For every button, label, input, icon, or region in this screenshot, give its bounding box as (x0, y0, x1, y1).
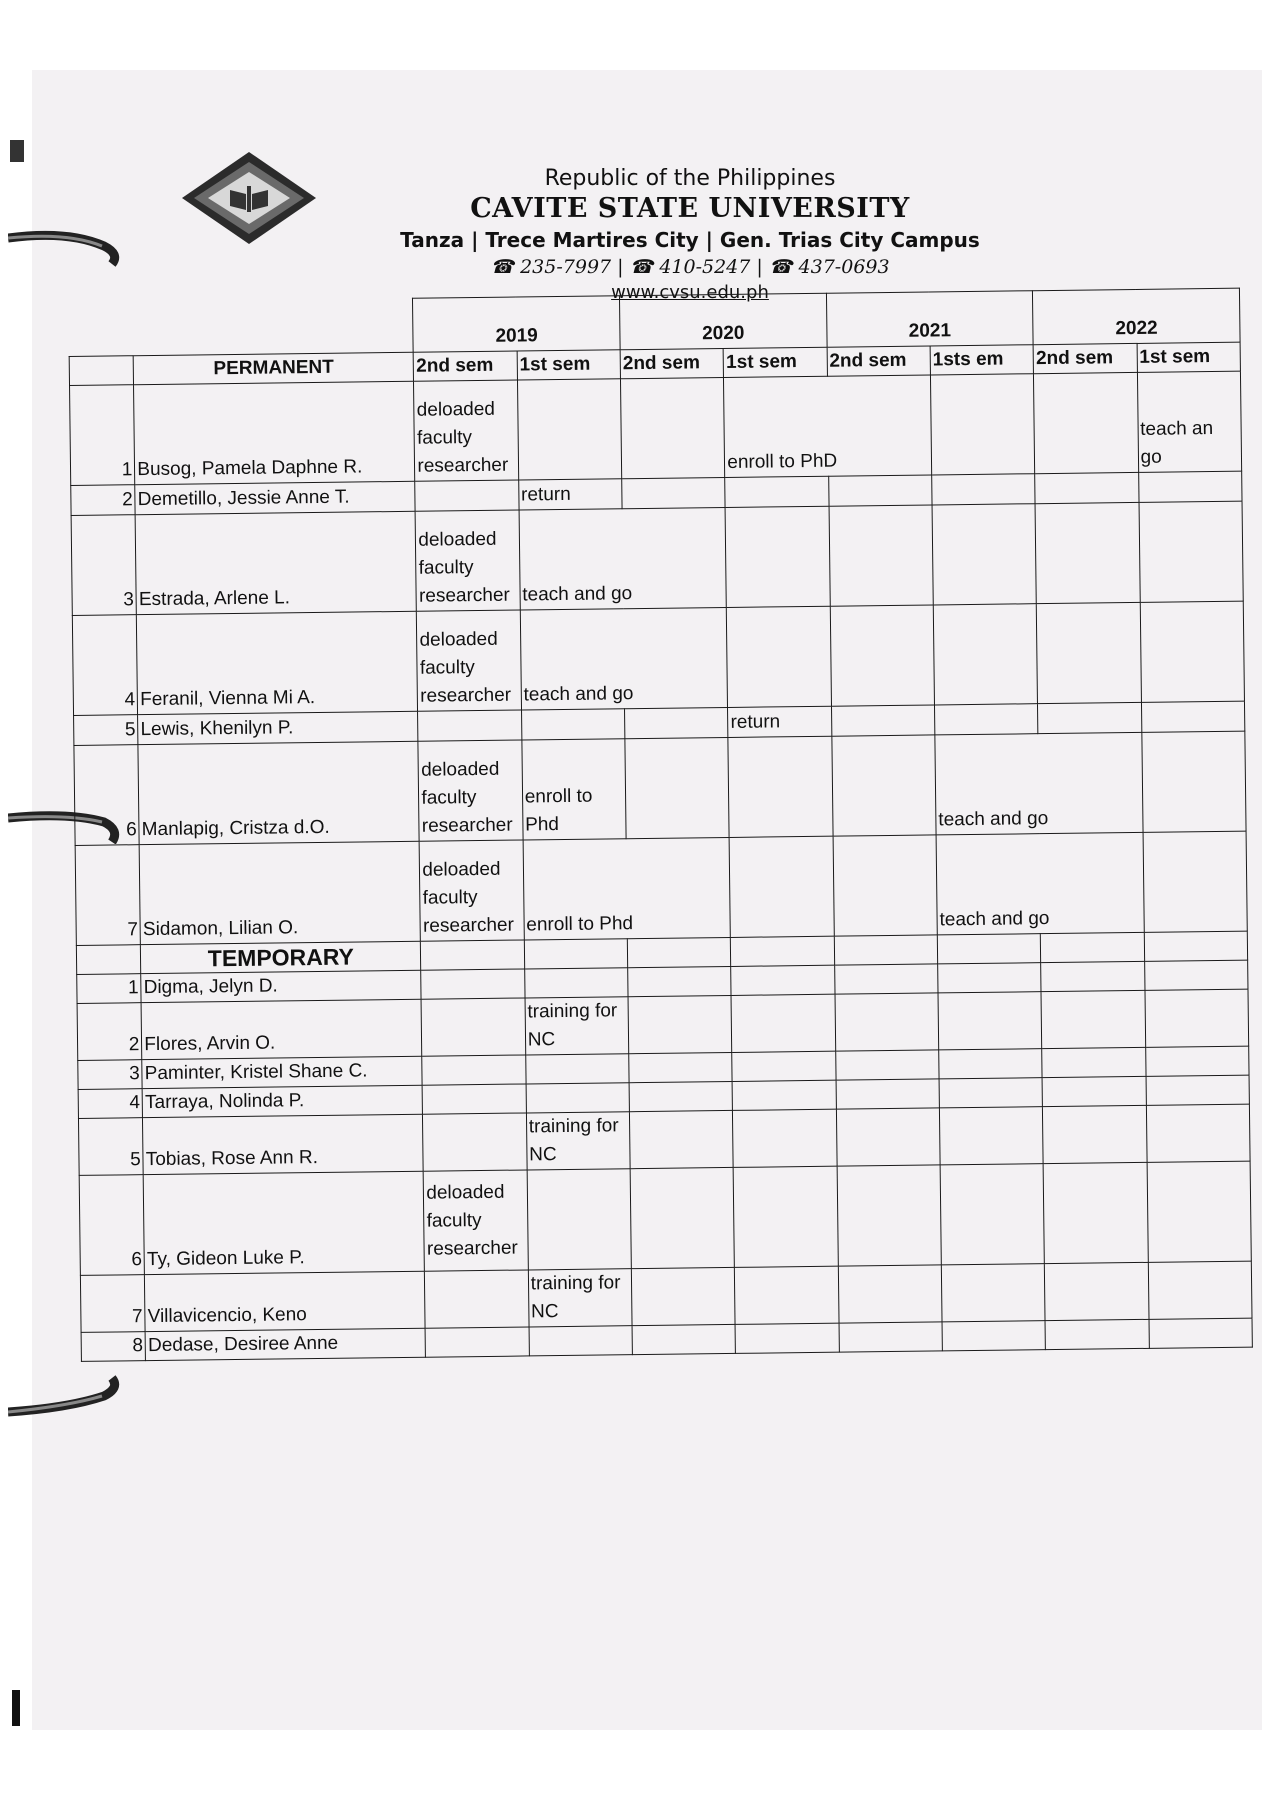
website-link[interactable]: www.cvsu.edu.ph (611, 282, 769, 303)
letterhead (380, 166, 1000, 303)
schedule-cell (930, 374, 1035, 475)
schedule-cell (425, 1270, 529, 1328)
faculty-schedule-sheet (68, 288, 1253, 1362)
schedule-cell: return (728, 706, 832, 737)
binder-ring-top (8, 224, 128, 270)
permanent-heading: PERMANENT (133, 352, 413, 384)
semester-header: 1sts em (930, 345, 1034, 375)
schedule-cell (1037, 602, 1142, 703)
schedule-cell: teach and go (936, 832, 1144, 935)
schedule-cell (829, 505, 934, 606)
year-2019: 2019 (413, 296, 620, 353)
schedule-cell (830, 605, 935, 706)
temporary-heading: TEMPORARY (141, 941, 421, 973)
row-number: 5 (74, 715, 139, 746)
row-number: 3 (78, 1060, 143, 1090)
row-number: 3 (71, 515, 136, 616)
row-number: 8 (81, 1332, 146, 1362)
schedule-cell (727, 606, 832, 707)
schedule-cell (729, 836, 834, 937)
row-number: 1 (77, 974, 142, 1004)
schedule-cell (833, 835, 938, 936)
schedule-cell: deloaded faculty researcher (420, 840, 525, 941)
schedule-cell (423, 1113, 527, 1171)
semester-header: 1st sem (723, 347, 827, 377)
table-row (74, 731, 1246, 845)
row-number: 7 (80, 1275, 145, 1333)
binder-ring-bottom (8, 1374, 128, 1420)
schedule-cell (418, 710, 522, 741)
schedule-cell (1034, 372, 1139, 473)
faculty-name: Manlapig, Cristza d.O. (138, 741, 419, 844)
semester-header: 1st sem (1137, 342, 1241, 372)
page-edge-mark (10, 140, 24, 162)
schedule-cell (725, 506, 830, 607)
row-number: 5 (78, 1118, 143, 1176)
schedule-cell (932, 474, 1036, 505)
schedule-cell (1143, 831, 1248, 932)
faculty-name: Lewis, Khenilyn P. (138, 711, 418, 744)
faculty-name: Tarraya, Nolinda P. (142, 1085, 422, 1117)
schedule-cell: enroll to Phd (523, 837, 731, 940)
schedule-cell: enroll to PhD (724, 375, 932, 478)
schedule-cell (1140, 601, 1245, 702)
schedule-cell: teach an go (1137, 371, 1242, 472)
row-number (76, 945, 141, 975)
semester-header: 2nd sem (414, 351, 518, 381)
schedule-cell (625, 737, 730, 838)
table-row (72, 601, 1244, 715)
schedule-cell (622, 477, 726, 508)
row-number: 4 (72, 615, 137, 716)
faculty-name: Villavicencio, Keno (145, 1271, 426, 1331)
faculty-name: Ty, Gideon Luke P. (143, 1171, 424, 1274)
schedule-cell: training for NC (526, 1112, 630, 1170)
schedule-cell: deloaded faculty researcher (418, 740, 523, 841)
schedule-cell (828, 475, 932, 506)
schedule-cell (421, 998, 525, 1056)
semester-header: 1st sem (517, 350, 621, 380)
schedule-cell (1141, 731, 1246, 832)
schedule-cell: deloaded faculty researcher (414, 380, 519, 481)
schedule-cell (1038, 702, 1142, 733)
schedule-cell (517, 379, 622, 480)
year-2022: 2022 (1033, 288, 1240, 345)
faculty-name: Demetillo, Jessie Anne T. (135, 481, 415, 514)
faculty-name: Estrada, Arlene L. (135, 511, 416, 614)
row-number: 7 (75, 845, 140, 946)
table-row (75, 831, 1247, 945)
schedule-cell (831, 705, 935, 736)
schedule-cell (725, 476, 829, 507)
faculty-name: Paminter, Kristel Shane C. (142, 1056, 422, 1088)
row-number: 6 (74, 745, 139, 846)
schedule-cell: teach and go (520, 607, 728, 710)
faculty-name: Tobias, Rose Ann R. (143, 1114, 424, 1174)
year-2020: 2020 (619, 293, 826, 350)
faculty-name: Feranil, Vienna Mi A. (137, 611, 418, 714)
schedule-cell: enroll to Phd (522, 739, 627, 840)
schedule-cell (932, 504, 1037, 605)
schedule-cell: deloaded faculty researcher (417, 610, 522, 711)
schedule-cell (934, 704, 1038, 735)
schedule-cell (1139, 501, 1244, 602)
schedule-cell: training for NC (528, 1269, 632, 1327)
university-logo (180, 150, 318, 246)
schedule-cell: deloaded faculty researcher (415, 510, 520, 611)
schedule-cell (625, 707, 729, 738)
table-row (79, 1161, 1251, 1275)
row-number: 4 (78, 1089, 143, 1119)
schedule-cell (1035, 502, 1140, 603)
row-number: 2 (71, 485, 136, 516)
schedule-cell (521, 709, 625, 740)
schedule-cell: return (518, 479, 622, 510)
schedule-cell (415, 480, 519, 511)
schedule-cell: teach and go (519, 507, 727, 610)
schedule-cell: training for NC (525, 997, 629, 1055)
semester-header: 2nd sem (620, 348, 724, 378)
schedule-cell: deloaded faculty researcher (424, 1170, 529, 1271)
semester-header: 2nd sem (827, 346, 931, 376)
schedule-cell: teach and go (935, 732, 1143, 835)
faculty-name: Sidamon, Lilian O. (139, 841, 420, 944)
schedule-cell (933, 604, 1038, 705)
row-number: 1 (70, 385, 135, 486)
row-number: 2 (77, 1003, 142, 1061)
faculty-name: Digma, Jelyn D. (141, 970, 421, 1002)
faculty-name: Busog, Pamela Daphne R. (134, 381, 415, 484)
schedule-cell (1035, 472, 1139, 503)
semester-header: 2nd sem (1033, 343, 1137, 373)
faculty-name: Flores, Arvin O. (141, 999, 422, 1059)
campus-line: Tanza | Trece Martires City | Gen. Trias City Campus (400, 228, 980, 252)
university-name: CAVITE STATE UNIVERSITY (470, 193, 910, 224)
schedule-cell (728, 736, 833, 837)
schedule-cell (1138, 471, 1242, 502)
schedule-cell (1141, 701, 1245, 732)
table-row (71, 501, 1243, 615)
row-number: 6 (79, 1175, 144, 1276)
schedule-cell (832, 735, 937, 836)
num-header (69, 356, 134, 386)
page-edge-mark-bottom (12, 1690, 20, 1726)
table-row (70, 371, 1242, 485)
phone-line: ☎ 235-7997 | ☎ 410-5247 | ☎ 437-0693 (490, 256, 890, 278)
faculty-schedule-table (68, 288, 1253, 1362)
faculty-name: Dedase, Desiree Anne (145, 1328, 425, 1360)
republic-line: Republic of the Philippines (544, 166, 836, 191)
year-2021: 2021 (826, 291, 1033, 348)
corner-blank (69, 298, 414, 356)
schedule-cell (620, 377, 725, 478)
